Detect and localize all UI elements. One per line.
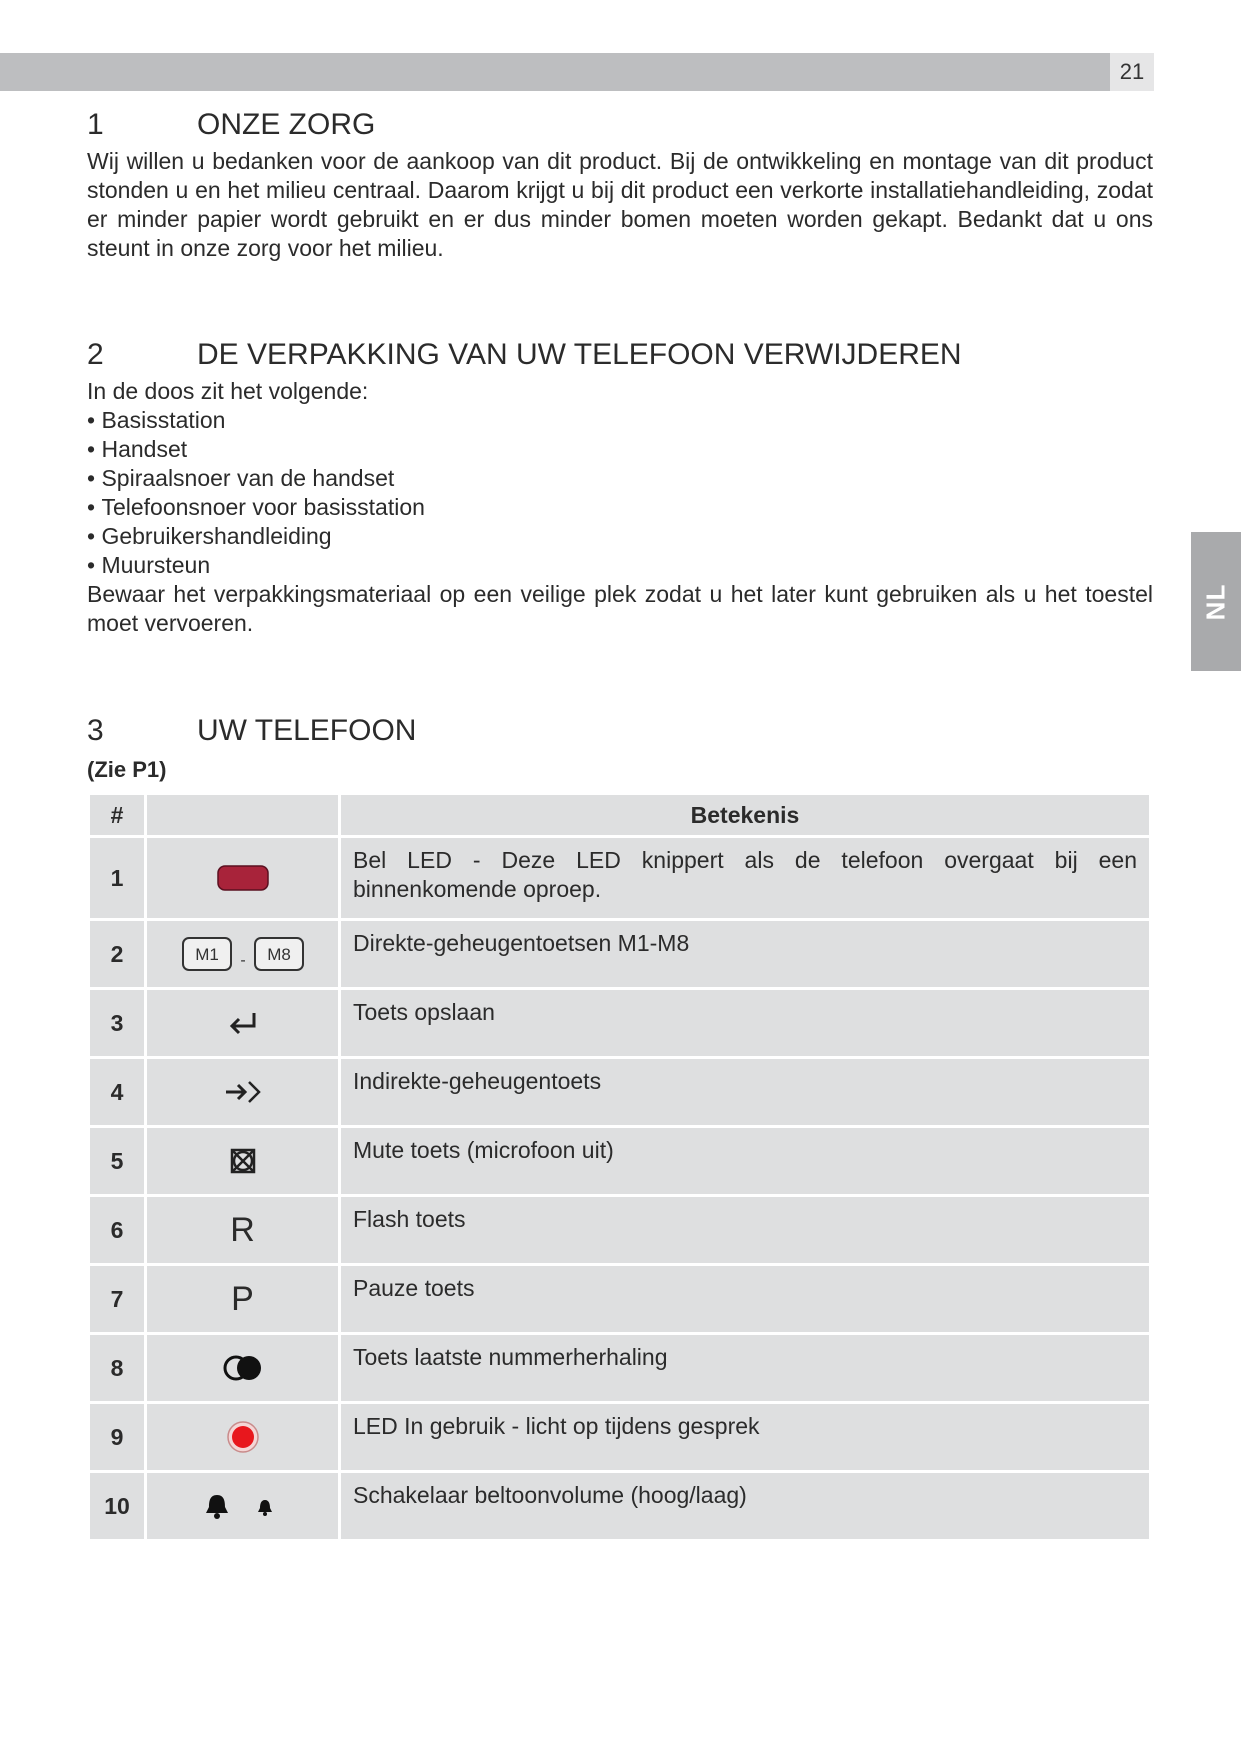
row-number: 4	[90, 1059, 144, 1125]
table-row	[90, 1266, 1149, 1332]
row-number: 8	[90, 1335, 144, 1401]
row-icon-cell	[147, 1473, 338, 1539]
list-item: • Handset	[87, 435, 1153, 464]
row-number: 1	[90, 838, 144, 918]
list-item: • Telefoonsnoer voor basisstation	[87, 493, 1153, 522]
row-icon-cell	[147, 921, 338, 987]
section-onze-zorg	[87, 105, 1153, 263]
row-meaning: LED In gebruik - licht op tijdens gesprek	[341, 1404, 1149, 1470]
table-row	[90, 838, 1149, 918]
table-row	[90, 1059, 1149, 1125]
row-number: 3	[90, 990, 144, 1056]
table-row	[90, 1335, 1149, 1401]
row-meaning: Flash toets	[341, 1197, 1149, 1263]
section-paragraph: Wij willen u bedanken voor de aankoop van dit product. Bij de ontwikkeling en montage van dit product stonden u en het milieu centraal. Daarom krijgt u bij dit product een verkorte installatiehandleiding, zodat er minder papier wordt gebruikt en er dus minder bomen moeten worden gekapt. Bedankt dat u ons steunt in onze zorg voor het milieu.	[87, 148, 1153, 261]
box-contents-list	[87, 406, 1153, 580]
list-item: • Spiraalsnoer van de handset	[87, 464, 1153, 493]
column-header-meaning: Betekenis	[341, 795, 1149, 835]
row-icon-cell	[147, 1059, 338, 1125]
row-number: 2	[90, 921, 144, 987]
row-meaning: Mute toets (microfoon uit)	[341, 1128, 1149, 1194]
section-title: DE VERPAKKING VAN UW TELEFOON VERWIJDEREN	[197, 338, 962, 371]
language-tab	[1191, 532, 1241, 671]
section-heading	[87, 711, 1153, 751]
section-number: 2	[87, 338, 104, 371]
section-title: ONZE ZORG	[197, 108, 376, 141]
table-row	[90, 1404, 1149, 1470]
phone-keys-table	[87, 792, 1152, 1542]
page-number: 21	[1110, 53, 1154, 91]
list-item: • Gebruikershandleiding	[87, 522, 1153, 551]
row-icon-cell	[147, 1335, 338, 1401]
row-meaning: Bel LED - Deze LED knippert als de telefoon overgaat bij een binnenkomende oproep.	[341, 838, 1149, 918]
red-led-bar-icon	[216, 864, 270, 892]
section-heading	[87, 105, 1153, 145]
key-label-m1: M1	[194, 945, 219, 964]
figure-reference: (Zie P1)	[87, 757, 167, 782]
store-arrow-icon	[227, 1010, 259, 1036]
row-number: 10	[90, 1473, 144, 1539]
row-meaning: Direkte-geheugentoetsen M1-M8	[341, 921, 1149, 987]
packaging-note: Bewaar het verpakkingsmateriaal op een veilige plek zodat u het later kunt gebruiken als u het toestel moet vervoeren.	[87, 581, 1153, 636]
row-number: 7	[90, 1266, 144, 1332]
row-meaning: Pauze toets	[341, 1266, 1149, 1332]
pause-key-glyph: P	[147, 1266, 338, 1332]
row-meaning: Toets laatste nummerherhaling	[341, 1335, 1149, 1401]
header-bar	[0, 53, 1110, 91]
list-item: • Muursteun	[87, 551, 1153, 580]
table-row	[90, 1128, 1149, 1194]
row-meaning: Indirekte-geheugentoets	[341, 1059, 1149, 1125]
row-meaning: Toets opslaan	[341, 990, 1149, 1056]
box-contents-intro: In de doos zit het volgende:	[87, 378, 369, 404]
section-uw-telefoon	[87, 711, 1153, 783]
row-meaning: Schakelaar beltoonvolume (hoog/laag)	[341, 1473, 1149, 1539]
row-number: 6	[90, 1197, 144, 1263]
section-number: 1	[87, 108, 104, 141]
ringer-volume-bells-icon	[203, 1491, 283, 1521]
row-icon-cell	[147, 1128, 338, 1194]
section-number: 3	[87, 714, 104, 747]
section-heading	[87, 335, 1153, 375]
language-tab-label: NL	[1200, 583, 1231, 620]
section-title: UW TELEFOON	[197, 714, 417, 747]
table-row	[90, 1197, 1149, 1263]
mute-icon	[228, 1146, 258, 1176]
table-row	[90, 921, 1149, 987]
redial-circles-icon	[221, 1353, 265, 1383]
column-header-icon	[147, 795, 338, 835]
table-row	[90, 990, 1149, 1056]
in-use-led-icon	[226, 1420, 260, 1454]
table-row	[90, 1473, 1149, 1539]
list-item: • Basisstation	[87, 406, 1153, 435]
table-header-row	[90, 795, 1149, 835]
key-range-separator: -	[239, 952, 246, 969]
row-number: 5	[90, 1128, 144, 1194]
flash-key-glyph: R	[147, 1197, 338, 1263]
key-label-m8: M8	[266, 945, 291, 964]
m1-m8-keys-icon	[181, 935, 305, 973]
column-header-number: #	[90, 795, 144, 835]
indirect-memory-arrow-icon	[223, 1078, 263, 1106]
row-number: 9	[90, 1404, 144, 1470]
section-verpakking	[87, 335, 1153, 638]
row-icon-cell	[147, 1404, 338, 1470]
row-icon-cell	[147, 838, 338, 918]
row-icon-cell	[147, 990, 338, 1056]
